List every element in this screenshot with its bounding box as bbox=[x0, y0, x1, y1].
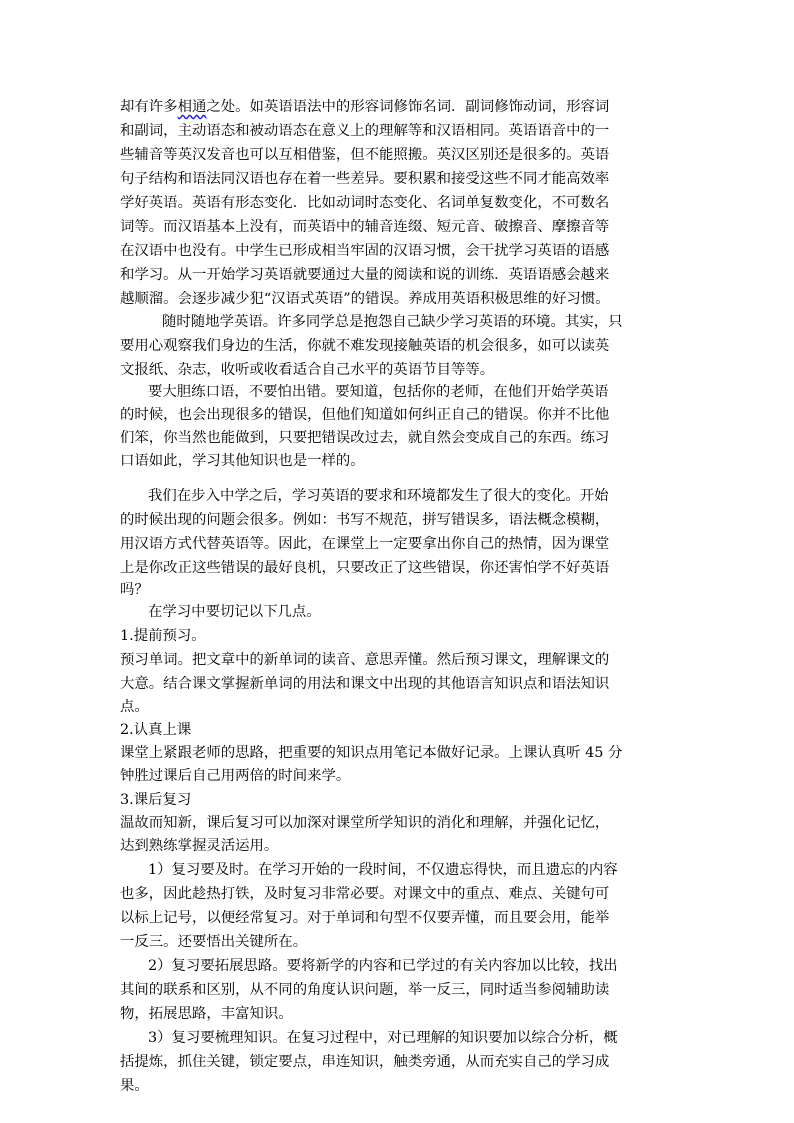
p1-line-1 bbox=[120, 97, 609, 117]
p2-line: 要用心观察我们身边的生活，你就不难发现接触英语的机会很多，如可以读英 bbox=[120, 338, 610, 354]
section-2-heading: 2.认真上课 bbox=[120, 722, 192, 738]
p5-line: 在学习中要切记以下几点。 bbox=[148, 604, 321, 620]
p1-underlined-word: 相通 bbox=[177, 99, 207, 115]
review-item-3-line: 果。 bbox=[120, 1078, 149, 1094]
review-item-2-line: 2）复习要拓展思路。要将新学的内容和已学过的有关内容加以比较，找出 bbox=[148, 958, 618, 974]
p1-line-1-start: 却有许多 bbox=[120, 99, 178, 115]
p2-line: 随时随地学英语。许多同学总是抱怨自己缺少学习英语的环境。其实，只 bbox=[162, 314, 623, 330]
section-3-line: 达到熟练掌握灵活运用。 bbox=[120, 838, 279, 854]
p4-line: 的时候出现的问题会很多。例如：书写不规范，拼写错误多，语法概念模糊， bbox=[120, 512, 610, 528]
section-3-line: 温故而知新，课后复习可以加深对课堂所学知识的消化和理解，并强化记忆， bbox=[120, 815, 610, 831]
p2-line: 文报纸、杂志，收听或收看适合自己水平的英语节目等等。 bbox=[120, 362, 495, 378]
p1-line-1-end: 之处。如英语语法中的形容词修饰名词．副词修饰动词，形容词 bbox=[206, 99, 610, 115]
section-2-line: 钟胜过课后自己用两倍的时间来学。 bbox=[120, 768, 351, 784]
p1-line: 些辅音等英汉发音也可以互相借鉴，但不能照搬。英汉区别还是很多的。英语 bbox=[120, 147, 610, 163]
review-item-2-line: 其间的联系和区别，从不同的角度认识问题，举一反三，同时适当参阅辅助读 bbox=[120, 982, 610, 998]
section-1-line: 点。 bbox=[120, 699, 149, 715]
p1-line: 越顺溜。会逐步减少犯“汉语式英语”的错误。养成用英语积极思维的好习惯。 bbox=[120, 291, 610, 307]
review-item-1-line: 1）复习要及时。在学习开始的一段时间，不仅遗忘得快，而且遗忘的内容 bbox=[148, 862, 618, 878]
review-item-3-line: 括提炼，抓住关键，锁定要点，串连知识，触类旁通，从而充实自己的学习成 bbox=[120, 1054, 610, 1070]
review-item-3-line: 3）复习要梳理知识。在复习过程中，对已理解的知识要加以综合分析，概 bbox=[148, 1030, 618, 1046]
p3-line: 们笨，你当然也能做到，只要把错误改过去，就自然会变成自己的东西。练习 bbox=[120, 430, 610, 446]
p4-line: 我们在步入中学之后，学习英语的要求和环境都发生了很大的变化。开始 bbox=[148, 488, 609, 504]
review-item-1-line: 也多，因此趁热打铁，及时复习非常必要。对课文中的重点、难点、关键句可 bbox=[120, 886, 610, 902]
p1-line: 学好英语。英语有形态变化．比如动词时态变化、名词单复数变化，不可数名 bbox=[120, 195, 610, 211]
section-1-heading: 1.提前预习。 bbox=[120, 628, 206, 644]
p4-line: 吗？ bbox=[120, 582, 149, 598]
review-item-2-line: 物，拓展思路，丰富知识。 bbox=[120, 1006, 293, 1022]
p3-line: 要大胆练口语，不要怕出错。要知道，包括你的老师，在他们开始学英语 bbox=[148, 384, 609, 400]
p3-line: 的时候，也会出现很多的错误，但他们知道如何纠正自己的错误。你并不比他 bbox=[120, 407, 610, 423]
section-2-line: 课堂上紧跟老师的思路，把重要的知识点用笔记本做好记录。上课认真听 45 分 bbox=[120, 745, 623, 761]
p3-line: 口语如此，学习其他知识也是一样的。 bbox=[120, 453, 365, 469]
p1-line: 词等。而汉语基本上没有，而英语中的辅音连缀、短元音、破擦音、摩擦音等 bbox=[120, 219, 610, 235]
section-1-line: 预习单词。把文章中的新单词的读音、意思弄懂。然后预习课文，理解课文的 bbox=[120, 652, 610, 668]
p1-line: 在汉语中也没有。中学生已形成相当牢固的汉语习惯，会干扰学习英语的语感 bbox=[120, 243, 610, 259]
p4-line: 用汉语方式代替英语等。因此，在课堂上一定要拿出你自己的热情，因为课堂 bbox=[120, 536, 610, 552]
p1-line: 句子结构和语法同汉语也存在着一些差异。要积累和接受这些不同才能高效率 bbox=[120, 171, 610, 187]
section-3-heading: 3.课后复习 bbox=[120, 792, 192, 808]
review-item-1-line: 以标上记号，以便经常复习。对于单词和句型不仅要弄懂，而且要会用，能举 bbox=[120, 910, 610, 926]
p1-line: 和副词，主动语态和被动语态在意义上的理解等和汉语相同。英语语音中的一 bbox=[120, 123, 610, 139]
review-item-1-line: 一反三。还要悟出关键所在。 bbox=[120, 934, 308, 950]
section-1-line: 大意。结合课文掌握新单词的用法和课文中出现的其他语言知识点和语法知识 bbox=[120, 676, 610, 692]
p1-line: 和学习。从一开始学习英语就要通过大量的阅读和说的训练．英语语感会越来 bbox=[120, 267, 610, 283]
p4-line: 上是你改正这些错误的最好良机，只要改正了这些错误，你还害怕学不好英语 bbox=[120, 560, 610, 576]
